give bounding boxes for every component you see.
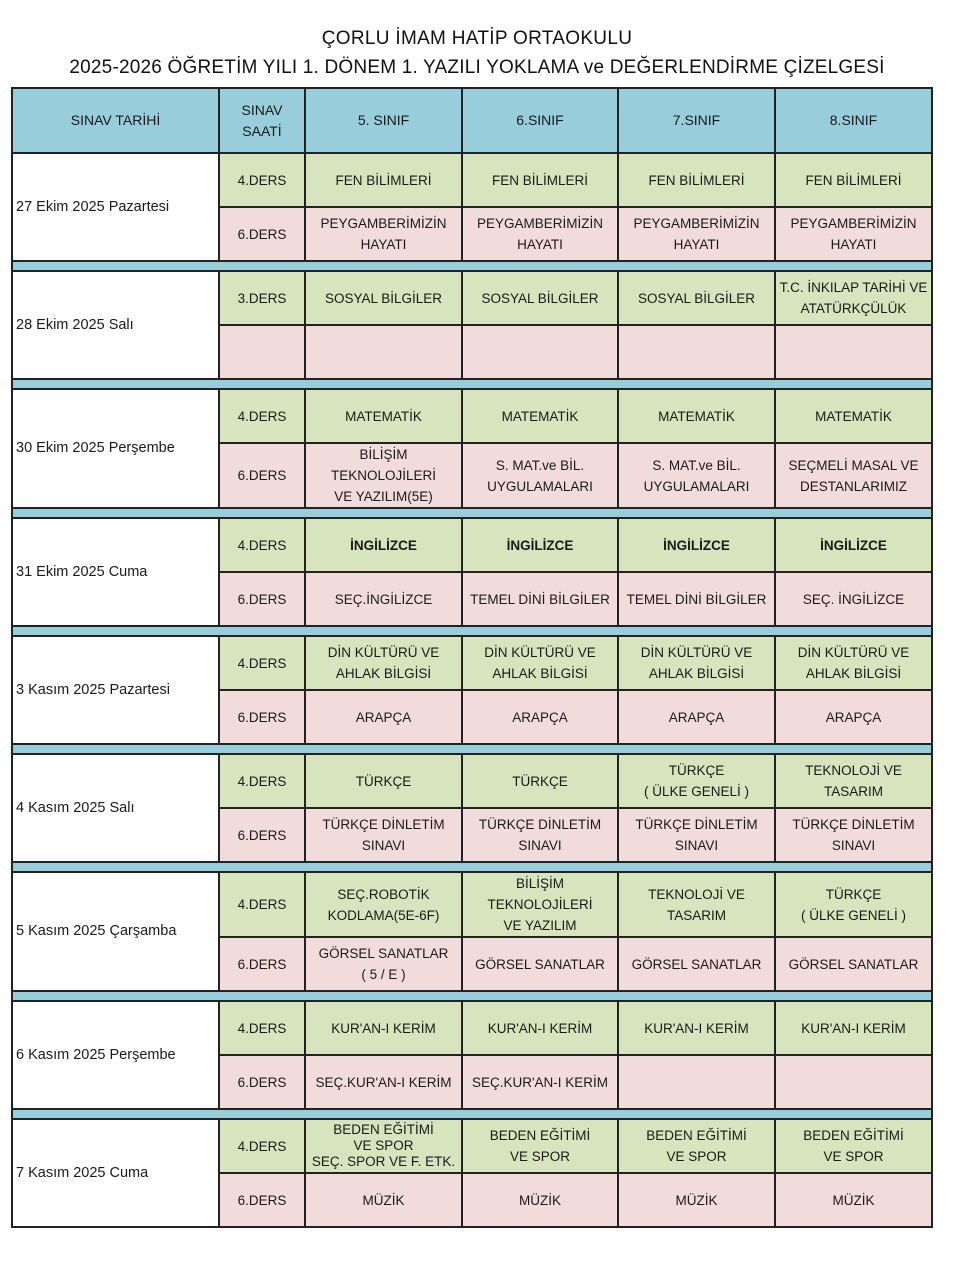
exam-period: 6.DERS [219, 690, 305, 744]
exam-period: 6.DERS [219, 207, 305, 261]
subject-line: TASARIM [823, 784, 883, 799]
subject-line: PEYGAMBERİMİZİN [790, 216, 917, 231]
subject-line: KUR'AN-I KERİM [487, 1020, 593, 1036]
col-header-time-line2: SAATİ [242, 122, 282, 139]
exam-date: 30 Ekim 2025 Perşembe [12, 389, 219, 508]
subject-cell-c5 [305, 389, 462, 443]
subject-line: TÜRKÇE DİNLETİM [478, 817, 602, 832]
subject-line: GÖRSEL SANATLAR [475, 956, 605, 972]
subject-cell-c8 [775, 636, 932, 690]
schedule-row [12, 872, 932, 937]
school-name: ÇORLU İMAM HATİP ORTAOKULU [321, 28, 633, 49]
day-separator-bar [12, 991, 932, 1001]
subject-line: VE YAZILIM(5E) [334, 489, 433, 504]
subject-line: İNGİLİZCE [350, 537, 417, 553]
subject-cell-c7 [618, 872, 775, 937]
subject-line: SINAVI [831, 838, 876, 853]
subject-cell-c6 [462, 207, 618, 261]
subject-cell-c5 [305, 808, 462, 862]
exam-date: 27 Ekim 2025 Pazartesi [12, 153, 219, 261]
day-separator [12, 991, 932, 1001]
subject-cell-c7 [618, 518, 775, 572]
subject-cell-c8 [775, 518, 932, 572]
subject-line: HAYATI [673, 237, 720, 252]
day-separator [12, 626, 932, 636]
col-header-date: SINAV TARİHİ [12, 88, 219, 153]
exam-period: 6.DERS [219, 1173, 305, 1227]
subject-cell-c5 [305, 937, 462, 991]
subject-line: İNGİLİZCE [820, 537, 887, 553]
schedule-body [12, 153, 932, 1227]
schedule-row [12, 1001, 932, 1055]
subject-line: TEKNOLOJİ VE [648, 886, 745, 902]
subject-line: SEÇMELİ MASAL VE [788, 457, 919, 473]
subject-cell-c7 [618, 1001, 775, 1055]
day-separator [12, 508, 932, 518]
subject-line: GÖRSEL SANATLAR [631, 956, 762, 972]
subject-line: TÜRKÇE DİNLETİM [635, 817, 758, 832]
subject-cell-c6 [462, 1055, 618, 1109]
schedule-row [12, 754, 932, 808]
day-separator [12, 261, 932, 271]
subject-cell-c8 [775, 1055, 932, 1109]
schedule-row [12, 1119, 932, 1173]
subject-line: S. MAT.ve BİL. [495, 457, 585, 473]
day-separator-bar [12, 379, 932, 389]
subject-line: VE YAZILIM [503, 918, 577, 933]
subject-line: TÜRKÇE [825, 886, 882, 902]
subject-cell-c5 [305, 207, 462, 261]
subject-cell-c7 [618, 754, 775, 808]
subject-cell-c6 [462, 153, 618, 207]
subject-cell-c7 [618, 1173, 775, 1227]
subject-cell-c8 [775, 207, 932, 261]
subject-line: ARAPÇA [355, 709, 412, 725]
subject-cell-c7 [618, 808, 775, 862]
subject-line: TÜRKÇE DİNLETİM [322, 817, 445, 832]
subject-cell-c6 [462, 1173, 618, 1227]
exam-date: 3 Kasım 2025 Pazartesi [12, 636, 219, 744]
day-separator-bar [12, 744, 932, 754]
col-header-grade6: 6.SINIF [462, 88, 618, 153]
subject-cell-c5 [305, 636, 462, 690]
subject-line: AHLAK BİLGİSİ [492, 666, 588, 681]
subject-line: MATEMATİK [815, 408, 892, 424]
subject-line: SOSYAL BİLGİLER [481, 290, 599, 306]
exam-period: 4.DERS [219, 389, 305, 443]
subject-line: VE SPOR [353, 1138, 414, 1153]
subject-line: AHLAK BİLGİSİ [648, 666, 745, 681]
subject-cell-c7 [618, 443, 775, 508]
subject-line: MATEMATİK [345, 408, 422, 424]
subject-line: TÜRKÇE [668, 763, 725, 778]
exam-period [219, 325, 305, 379]
subject-cell-c8 [775, 389, 932, 443]
day-separator-bar [12, 261, 932, 271]
subject-line: DİN KÜLTÜRÜ VE [797, 645, 910, 660]
subject-line: FEN BİLİMLERİ [648, 172, 745, 188]
subject-line: KODLAMA(5E-6F) [327, 907, 440, 923]
exam-period: 4.DERS [219, 153, 305, 207]
exam-period: 6.DERS [219, 443, 305, 508]
subject-cell-c6 [462, 754, 618, 808]
exam-date: 4 Kasım 2025 Salı [12, 754, 219, 862]
subject-cell-c7 [618, 389, 775, 443]
subject-cell-c6 [462, 1001, 618, 1055]
subject-cell-c5 [305, 518, 462, 572]
subject-line: AHLAK BİLGİSİ [805, 666, 902, 681]
subject-line: MÜZİK [519, 1192, 561, 1208]
subject-cell-c7 [618, 636, 775, 690]
subject-cell-c8 [775, 325, 932, 379]
exam-period: 4.DERS [219, 872, 305, 937]
subject-line: PEYGAMBERİMİZİN [633, 216, 760, 231]
exam-date: 28 Ekim 2025 Salı [12, 271, 219, 379]
exam-date: 5 Kasım 2025 Çarşamba [12, 872, 219, 991]
subject-cell-c7 [618, 1055, 775, 1109]
subject-line: TÜRKÇE DİNLETİM [792, 817, 915, 832]
subject-line: SOSYAL BİLGİLER [324, 290, 443, 306]
subject-line: T.C. İNKILAP TARİHİ VE [779, 280, 928, 295]
day-separator-bar [12, 508, 932, 518]
subject-line: FEN BİLİMLERİ [805, 172, 902, 188]
subject-cell-c5 [305, 1173, 462, 1227]
exam-period: 6.DERS [219, 937, 305, 991]
subject-line: TÜRKÇE [512, 773, 568, 789]
exam-date: 6 Kasım 2025 Perşembe [12, 1001, 219, 1109]
subject-cell-c7 [618, 690, 775, 744]
subject-line: TASARIM [666, 907, 726, 923]
subject-line: BEDEN EĞİTİMİ [489, 1128, 591, 1143]
subject-cell-c5 [305, 754, 462, 808]
subject-cell-c5 [305, 1055, 462, 1109]
subject-line: DİN KÜLTÜRÜ VE [484, 645, 596, 660]
subject-cell-c7 [618, 1119, 775, 1173]
schedule-row [12, 153, 932, 207]
subject-line: SOSYAL BİLGİLER [637, 290, 756, 306]
subject-line: SEÇ. SPOR VE F. ETK. [311, 1154, 456, 1169]
subject-line: SINAVI [361, 838, 406, 853]
subject-line: HAYATI [830, 237, 877, 252]
subject-line: GÖRSEL SANATLAR [318, 946, 449, 961]
col-header-grade5: 5. SINIF [305, 88, 462, 153]
subject-cell-c6 [462, 636, 618, 690]
subject-line: FEN BİLİMLERİ [335, 172, 432, 188]
subject-line: MÜZİK [362, 1192, 405, 1208]
subject-cell-c8 [775, 1173, 932, 1227]
subject-cell-c5 [305, 443, 462, 508]
subject-line: SINAVI [674, 838, 719, 853]
subject-line: SEÇ.KUR'AN-I KERİM [471, 1074, 609, 1090]
exam-period: 3.DERS [219, 271, 305, 325]
exam-period: 4.DERS [219, 636, 305, 690]
subject-line: UYGULAMALARI [487, 478, 593, 494]
subject-cell-c5 [305, 690, 462, 744]
subject-cell-c8 [775, 690, 932, 744]
subject-cell-c6 [462, 518, 618, 572]
subject-line: PEYGAMBERİMİZİN [476, 216, 603, 231]
subject-line: SEÇ.ROBOTİK [337, 886, 430, 902]
subject-line: SEÇ.İNGİLİZCE [334, 591, 433, 607]
exam-period: 6.DERS [219, 572, 305, 626]
day-separator [12, 1109, 932, 1119]
subject-cell-c8 [775, 153, 932, 207]
exam-period: 4.DERS [219, 1119, 305, 1173]
subject-cell-c6 [462, 325, 618, 379]
subject-line: VE SPOR [509, 1149, 571, 1164]
subject-line: DİN KÜLTÜRÜ VE [327, 645, 440, 660]
subject-line: TEMEL DİNİ BİLGİLER [470, 591, 610, 607]
subject-line: İNGİLİZCE [663, 537, 730, 553]
day-separator [12, 862, 932, 872]
subject-line: ( ÜLKE GENELİ ) [643, 784, 750, 799]
header-row [12, 88, 932, 153]
day-separator-bar [12, 626, 932, 636]
subject-cell-c8 [775, 808, 932, 862]
subject-cell-c7 [618, 153, 775, 207]
subject-cell-c8 [775, 872, 932, 937]
exam-period: 4.DERS [219, 754, 305, 808]
subject-cell-c7 [618, 207, 775, 261]
subject-cell-c6 [462, 1119, 618, 1173]
subject-line: FEN BİLİMLERİ [491, 172, 589, 188]
subject-line: BEDEN EĞİTİMİ [803, 1128, 904, 1143]
col-header-grade8: 8.SINIF [775, 88, 932, 153]
subject-cell-c6 [462, 271, 618, 325]
day-separator-bar [12, 862, 932, 872]
subject-cell-c8 [775, 754, 932, 808]
subject-cell-c6 [462, 443, 618, 508]
subject-cell-c6 [462, 872, 618, 937]
subject-line: ( 5 / E ) [361, 967, 406, 982]
day-separator [12, 744, 932, 754]
schedule-title: 2025-2026 ÖĞRETİM YILI 1. DÖNEM 1. YAZILI YOKLAMA ve DEĞERLENDİRME ÇİZELGESİ [69, 57, 885, 78]
schedule-row [12, 271, 932, 325]
subject-line: BEDEN EĞİTİMİ [333, 1122, 434, 1137]
day-separator [12, 379, 932, 389]
subject-line: GÖRSEL SANATLAR [788, 956, 919, 972]
subject-cell-c8 [775, 572, 932, 626]
subject-line: SINAVI [518, 838, 562, 853]
subject-line: ( ÜLKE GENELİ ) [800, 907, 907, 923]
subject-line: HAYATI [360, 237, 407, 252]
subject-cell-c6 [462, 937, 618, 991]
subject-line: MATEMATİK [658, 408, 735, 424]
subject-cell-c5 [305, 572, 462, 626]
exam-period: 4.DERS [219, 518, 305, 572]
subject-line: BİLİŞİM TEKNOLOJİLERİ [487, 876, 593, 912]
subject-line: DESTANLARIMIZ [799, 478, 907, 494]
subject-line: HAYATI [517, 237, 563, 252]
subject-line: KUR'AN-I KERİM [331, 1020, 436, 1036]
exam-date: 31 Ekim 2025 Cuma [12, 518, 219, 626]
subject-line: SEÇ.KUR'AN-I KERİM [315, 1074, 452, 1090]
subject-cell-c6 [462, 389, 618, 443]
subject-cell-c5 [305, 153, 462, 207]
col-header-time [219, 88, 305, 153]
subject-line: VE SPOR [666, 1149, 727, 1164]
subject-line: AHLAK BİLGİSİ [335, 666, 432, 681]
col-header-grade7: 7.SINIF [618, 88, 775, 153]
subject-cell-c5 [305, 872, 462, 937]
subject-line: ARAPÇA [825, 709, 882, 725]
subject-cell-c5 [305, 325, 462, 379]
subject-cell-c7 [618, 325, 775, 379]
subject-line: BEDEN EĞİTİMİ [646, 1128, 747, 1143]
subject-line: S. MAT.ve BİL. [652, 457, 741, 473]
subject-line: VE SPOR [823, 1149, 884, 1164]
subject-line: DİN KÜLTÜRÜ VE [640, 645, 753, 660]
subject-line: MÜZİK [832, 1192, 875, 1208]
exam-schedule-table [11, 87, 933, 1228]
subject-cell-c8 [775, 937, 932, 991]
subject-cell-c5 [305, 1119, 462, 1173]
subject-line: KUR'AN-I KERİM [644, 1020, 749, 1036]
subject-line: MÜZİK [675, 1192, 718, 1208]
subject-cell-c8 [775, 443, 932, 508]
col-header-time-line1: SINAV [241, 101, 283, 118]
subject-line: TÜRKÇE [355, 773, 412, 789]
subject-cell-c6 [462, 690, 618, 744]
schedule-row [12, 636, 932, 690]
subject-cell-c5 [305, 1001, 462, 1055]
exam-period: 6.DERS [219, 1055, 305, 1109]
schedule-row [12, 518, 932, 572]
subject-line: İNGİLİZCE [506, 537, 574, 553]
exam-period: 4.DERS [219, 1001, 305, 1055]
subject-cell-c5 [305, 271, 462, 325]
subject-line: ARAPÇA [668, 709, 725, 725]
exam-period: 6.DERS [219, 808, 305, 862]
subject-cell-c6 [462, 808, 618, 862]
subject-line: ATATÜRKÇÜLÜK [800, 301, 907, 316]
subject-cell-c7 [618, 937, 775, 991]
subject-cell-c8 [775, 271, 932, 325]
subject-cell-c6 [462, 572, 618, 626]
subject-line: ARAPÇA [512, 709, 568, 725]
subject-cell-c7 [618, 572, 775, 626]
exam-date: 7 Kasım 2025 Cuma [12, 1119, 219, 1227]
day-separator-bar [12, 1109, 932, 1119]
subject-line: SEÇ. İNGİLİZCE [802, 591, 905, 607]
subject-line: UYGULAMALARI [643, 478, 750, 494]
subject-cell-c8 [775, 1001, 932, 1055]
subject-line: TEKNOLOJİ VE [805, 763, 902, 778]
subject-line: TEMEL DİNİ BİLGİLER [626, 591, 767, 607]
subject-line: MATEMATİK [501, 408, 579, 424]
subject-cell-c8 [775, 1119, 932, 1173]
subject-line: KUR'AN-I KERİM [801, 1020, 906, 1036]
subject-line: BİLİŞİM TEKNOLOJİLERİ [330, 447, 437, 483]
subject-line: PEYGAMBERİMİZİN [320, 216, 447, 231]
subject-cell-c7 [618, 271, 775, 325]
schedule-row [12, 389, 932, 443]
